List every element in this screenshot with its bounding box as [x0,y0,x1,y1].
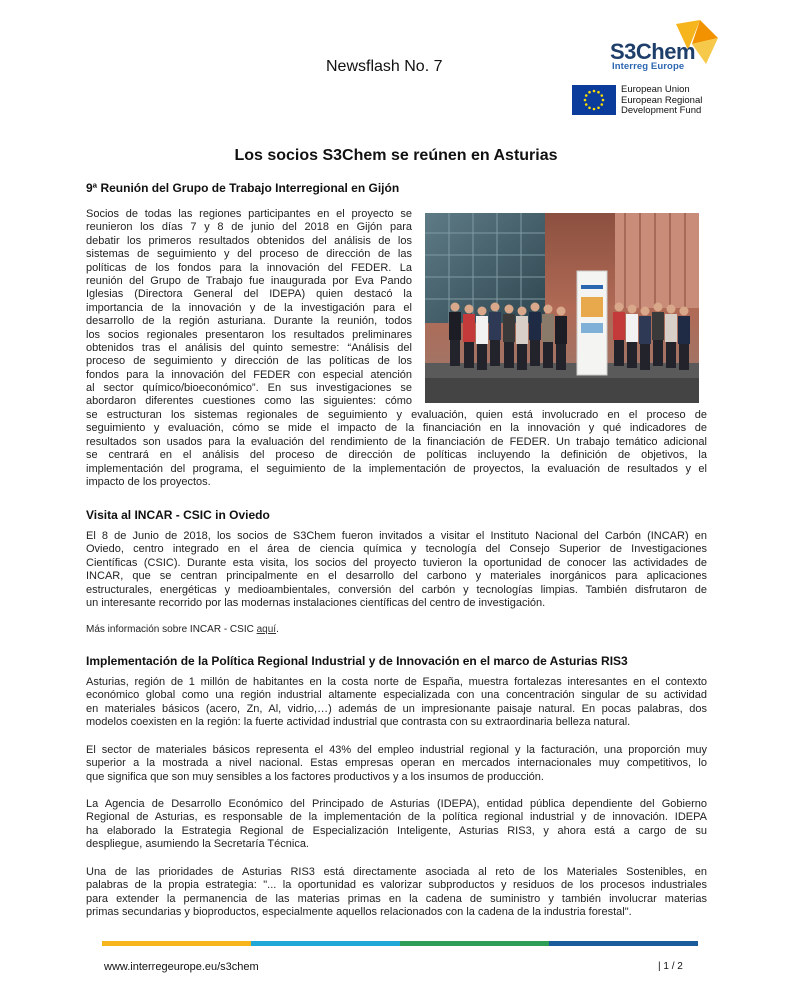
ris3-paragraph-1 [86,676,707,730]
eu-star [584,99,587,102]
page-title: Los socios S3Chem se reúnen en Asturias [234,147,558,164]
section-heading-meeting: 9ª Reunión del Grupo de Trabajo Interregional en Gijón [86,181,400,195]
person-figure [463,305,475,369]
eu-logo [572,85,712,117]
text-line: Científicas (CSIC). Durante esta visita, los socios del proyecto tuvieron la oportunidad de conocer las actividades de [86,556,707,569]
text-line: reunieron los días 7 y 8 de junio del 2018 en Gijón para [86,221,412,234]
text-line: El 8 de Junio de 2018, los socios de S3Chem fueron invitados a visitar el Instituto Nacional del Carbón (INCAR) en [86,530,707,542]
person-figure [613,303,625,367]
text-line: abordaron diferentes cuestiones como las siguientes: cómo [86,395,412,408]
eu-star [588,106,591,109]
text-line: que significa que son muy sensibles a los factores productivos y a los insumos de producción. [86,770,544,783]
text-line: los socios regionales presentaron los resultados preliminares [86,328,412,341]
text-line: Una de las prioridades de Asturias RIS3 está directamente asociada al reto de los Materiales Sostenibles, en [86,866,707,878]
text-line: La Agencia de Desarrollo Económico del Principado de Asturias (IDEPA), entidad pública dependiente del Gobierno [86,798,707,810]
footer-color-bar [102,941,698,946]
text-line: primas secundarias y bioproductos, especialmente aquellos relacionados con la cadena de la industria forestal". [86,906,632,919]
text-line: superior a la mostrada a nivel nacional. Estas empresas operan en mercados internacionales muy competitivos, lo [86,757,707,770]
person-figure [529,303,541,367]
footer-bar-segment [251,941,400,946]
text-line: importancia de la innovación y de la investigación para el [86,301,412,314]
text-line: Asturias, región de 1 millón de habitantes en la costa norte de España, muestra fortalezas interesantes en el contexto [86,676,707,688]
text-line: impacto de los proyectos. [86,475,211,488]
eu-star [602,99,605,102]
section-heading-incar: Visita al INCAR - CSIC in Oviedo [86,508,270,522]
eu-star [600,94,603,97]
footer-bar-segment [549,941,698,946]
person-figure [516,307,528,371]
person-figure [542,305,554,369]
page-number: | 1 / 2 [658,961,683,972]
more-info-link[interactable]: aquí [256,624,277,635]
text-line: implementación del programa, el seguimiento de la implementación de proyectos, la evaluación de resultados y el [86,462,707,475]
eu-star [585,103,588,106]
person-figure [449,303,461,367]
person-figure [476,307,488,371]
text-line: para extender la permanencia de las materias primas en la cadena de suministro y también involucrar materias [86,892,707,905]
text-line: se centrará en el análisis del proceso de dirección de políticas incluyendo la definición de objetivos, la [86,449,707,462]
ris3-paragraph-3 [86,798,707,852]
text-line: palabras de la propia estrategia: "... la oportunidad es valorizar subproductos y residuos de los procesos industriales [86,879,707,892]
incar-paragraph [86,530,707,610]
more-info [86,624,279,635]
text-line: un interesante recorrido por las modernas instalaciones científicas del centro de investigación. [86,596,546,609]
more-info-end: . [276,624,279,635]
text-line: desarrollo de la región asturiana. Durante la reunión, todos [86,315,412,328]
person-figure [626,305,638,369]
text-line: estructurales, energéticas y medioambientales, conversión del carbón y tecnologías limpias. También disfrutaron de [86,583,707,596]
text-line: al sector químico/bioeconómico”. En sus investigaciones se [86,382,412,395]
footer-url: www.interregeurope.eu/s3chem [104,961,259,973]
eu-star [593,108,596,111]
newsflash-label: Newsflash No. 7 [326,58,443,75]
text-line: modelos coexisten en la región: la fuerte actividad industrial que contrasta con su extraordinaria belleza natural. [86,716,631,729]
text-line: se estructuran los sistemas regionales de seguimiento y evaluación, quien está involucrado en el proceso de [86,409,707,421]
text-line: políticas de los fondos para la innovación del FEDER. La [86,261,412,274]
text-line: El sector de materiales básicos representa el 43% del empleo industrial regional y la facturación, una proporción muy [86,744,707,756]
text-line: resultados son usados para la evaluación del rendimiento de la financiación de FEDER. Un trabajo temático adicional [86,435,707,448]
text-line: seguimiento y evaluación, cómo se mide el impacto de la financiación en la innovación y qué indicadores de [86,422,707,435]
eu-star [600,103,603,106]
text-line: proceso de seguimiento y dirección de las políticas de los [86,355,412,368]
footer-bar-segment [102,941,251,946]
text-line: Iglesias (Directora General del IDEPA) quien destacó la [86,288,412,301]
person-figure [652,303,664,367]
more-info-text: Más información sobre INCAR - CSIC [86,624,257,635]
text-line: despliegue, asumiendo la Secretaría Técnica. [86,838,309,851]
meeting-paragraph-full [86,409,707,489]
person-figure [639,307,651,371]
text-line: reunión del Grupo de Trabajo fue inaugurada por Eva Pando [86,274,412,287]
eu-flag-icon [572,85,616,115]
text-line: debatir los primeros resultados obtenidos del análisis de los [86,234,412,247]
person-figure [555,307,567,371]
text-line: en materiales básicos (acero, Zn, Al, vidrio,…) además de un impresionante paisaje natural. En pocas palabras, dos [86,702,707,715]
text-line: Oviedo, centro integrado en el área de ciencia química y tecnología del Consejo Superior de Investigaciones [86,543,707,556]
group-photo-image [425,213,699,403]
text-line: económico global como una región industrial altamente especializada con una concentración singular de su actividad [86,689,707,702]
text-line: obtenidos tras el análisis del quinto semestre: “Análisis del [86,341,412,354]
eu-line: European Regional [621,94,703,106]
text-line: fondos para la innovación del FEDER con especial atención [86,368,412,381]
text-line: Socios de todas las regiones participantes en el proyecto se [86,208,412,220]
s3chem-logo [600,20,720,76]
eu-line: European Union [621,84,690,95]
ris3-paragraph-2 [86,744,707,784]
person-figure [678,307,690,371]
eu-line: Development Fund [621,105,702,116]
logo-subtitle: Interreg Europe [612,61,685,72]
person-figure [503,305,515,369]
group-photo [425,213,699,403]
eu-star [588,91,591,94]
person-figure [665,305,677,369]
person-figure [489,303,501,367]
eu-star [597,91,600,94]
footer-bar-segment [400,941,549,946]
eu-star [585,94,588,97]
ris3-paragraph-4 [86,866,707,920]
text-line: ha elaborado la Estrategia Regional de Especialización Inteligente, Asturias RIS3, y ahora está a cargo de su [86,824,707,837]
eu-star [593,90,596,93]
text-line: Regional de Asturias, es responsable de la implementación de la política regional industrial y de innovación. IDEPA [86,811,707,824]
meeting-paragraph-short [86,208,412,409]
text-line: sistemas de seguimiento y del proceso de dirección de las [86,248,412,261]
eu-text [621,85,713,117]
text-line: INCAR, que se centran principalmente en el desarrollo del carbono y materiales inorgánicos para aplicaciones [86,570,707,583]
eu-star [597,106,600,109]
logo-name: S3Chem [610,39,696,64]
section-heading-ris3: Implementación de la Política Regional Industrial y de Innovación en el marco de Asturias RIS3 [86,654,628,668]
